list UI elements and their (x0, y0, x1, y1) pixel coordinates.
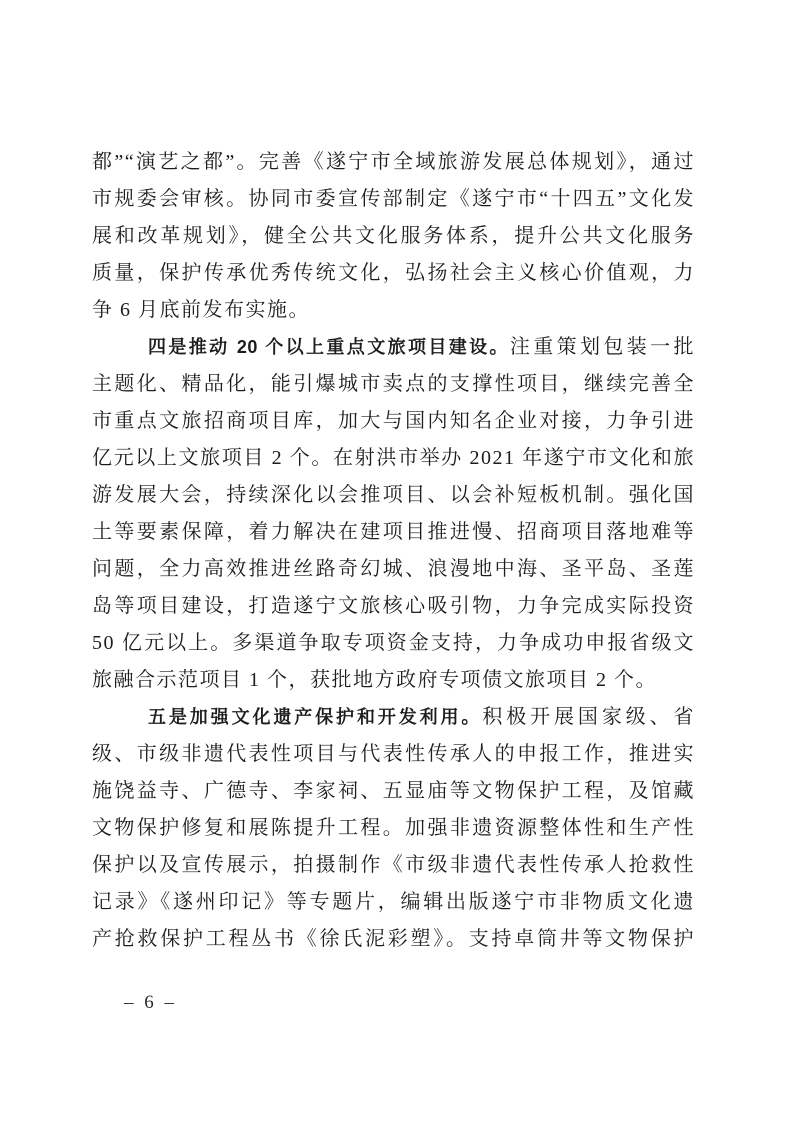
text-line (92, 810, 695, 847)
text-line (92, 847, 695, 884)
text-line (92, 218, 695, 255)
line-text: 保护以及宣传展示，拍摄制作《市级非遗代表性传承人抢救性 (92, 854, 695, 876)
line-text: 土等要素保障，着力解决在建项目推进慢、招商项目落地难等 (92, 521, 695, 543)
paragraph-lead-bold: 四是推动 20 个以上重点文旅项目建设。 (148, 337, 510, 357)
line-text: 旅融合示范项目 1 个，获批地方政府专项债文旅项目 2 个。 (92, 669, 657, 691)
text-line (92, 477, 695, 514)
text-line (92, 181, 695, 218)
line-text: 主题化、精品化，能引爆城市卖点的支撑性项目，继续完善全 (92, 373, 695, 395)
line-text: 质量，保护传承优秀传统文化，弘扬社会主义核心价值观，力 (92, 262, 695, 284)
text-line (92, 292, 695, 329)
text-line (92, 588, 695, 625)
text-line-paragraph-start (92, 329, 695, 366)
line-text: 记录》《遂州印记》等专题片，编辑出版遂宁市非物质文化遗 (92, 891, 695, 913)
text-line (92, 440, 695, 477)
line-text: 50 亿元以上。多渠道争取专项资金支持，力争成功申报省级文 (92, 632, 695, 654)
text-line (92, 514, 695, 551)
text-line (92, 255, 695, 292)
text-line (92, 736, 695, 773)
text-line-paragraph-start (92, 699, 695, 736)
line-text: 岛等项目建设，打造遂宁文旅核心吸引物，力争完成实际投资 (92, 595, 695, 617)
document-text-block (92, 144, 695, 958)
line-text: 产抢救保护工程丛书《徐氏泥彩塑》。支持卓筒井等文物保护 (92, 928, 695, 950)
text-line (92, 884, 695, 921)
paragraph-lead-bold: 五是加强文化遗产保护和开发利用。 (148, 707, 483, 727)
line-text: 级、市级非遗代表性项目与代表性传承人的申报工作，推进实 (92, 743, 695, 765)
text-line (92, 144, 695, 181)
text-line (92, 921, 695, 958)
text-line (92, 773, 695, 810)
line-text: 市规委会审核。协同市委宣传部制定《遂宁市“十四五”文化发 (92, 188, 695, 210)
page-number: – 6 – (124, 992, 177, 1013)
text-line (92, 662, 695, 699)
line-text: 注重策划包装一批 (509, 336, 695, 358)
line-text: 市重点文旅招商项目库，加大与国内知名企业对接，力争引进 (92, 410, 695, 432)
line-text: 积极开展国家级、省 (482, 706, 696, 728)
line-text: 展和改革规划》，健全公共文化服务体系，提升公共文化服务 (92, 225, 695, 247)
text-line (92, 625, 695, 662)
line-text: 文物保护修复和展陈提升工程。加强非遗资源整体性和生产性 (92, 817, 695, 839)
text-line (92, 366, 695, 403)
line-text: 都”“演艺之都”。完善《遂宁市全域旅游发展总体规划》，通过 (92, 151, 695, 173)
line-text: 游发展大会，持续深化以会推项目、以会补短板机制。强化国 (92, 484, 695, 506)
line-text: 争 6 月底前发布实施。 (92, 299, 310, 321)
line-text: 施饶益寺、广德寺、李家祠、五显庙等文物保护工程，及馆藏 (92, 780, 695, 802)
line-text: 问题，全力高效推进丝路奇幻城、浪漫地中海、圣平岛、圣莲 (92, 558, 695, 580)
line-text: 亿元以上文旅项目 2 个。在射洪市举办 2021 年遂宁市文化和旅 (92, 447, 695, 469)
text-line (92, 403, 695, 440)
text-line (92, 551, 695, 588)
